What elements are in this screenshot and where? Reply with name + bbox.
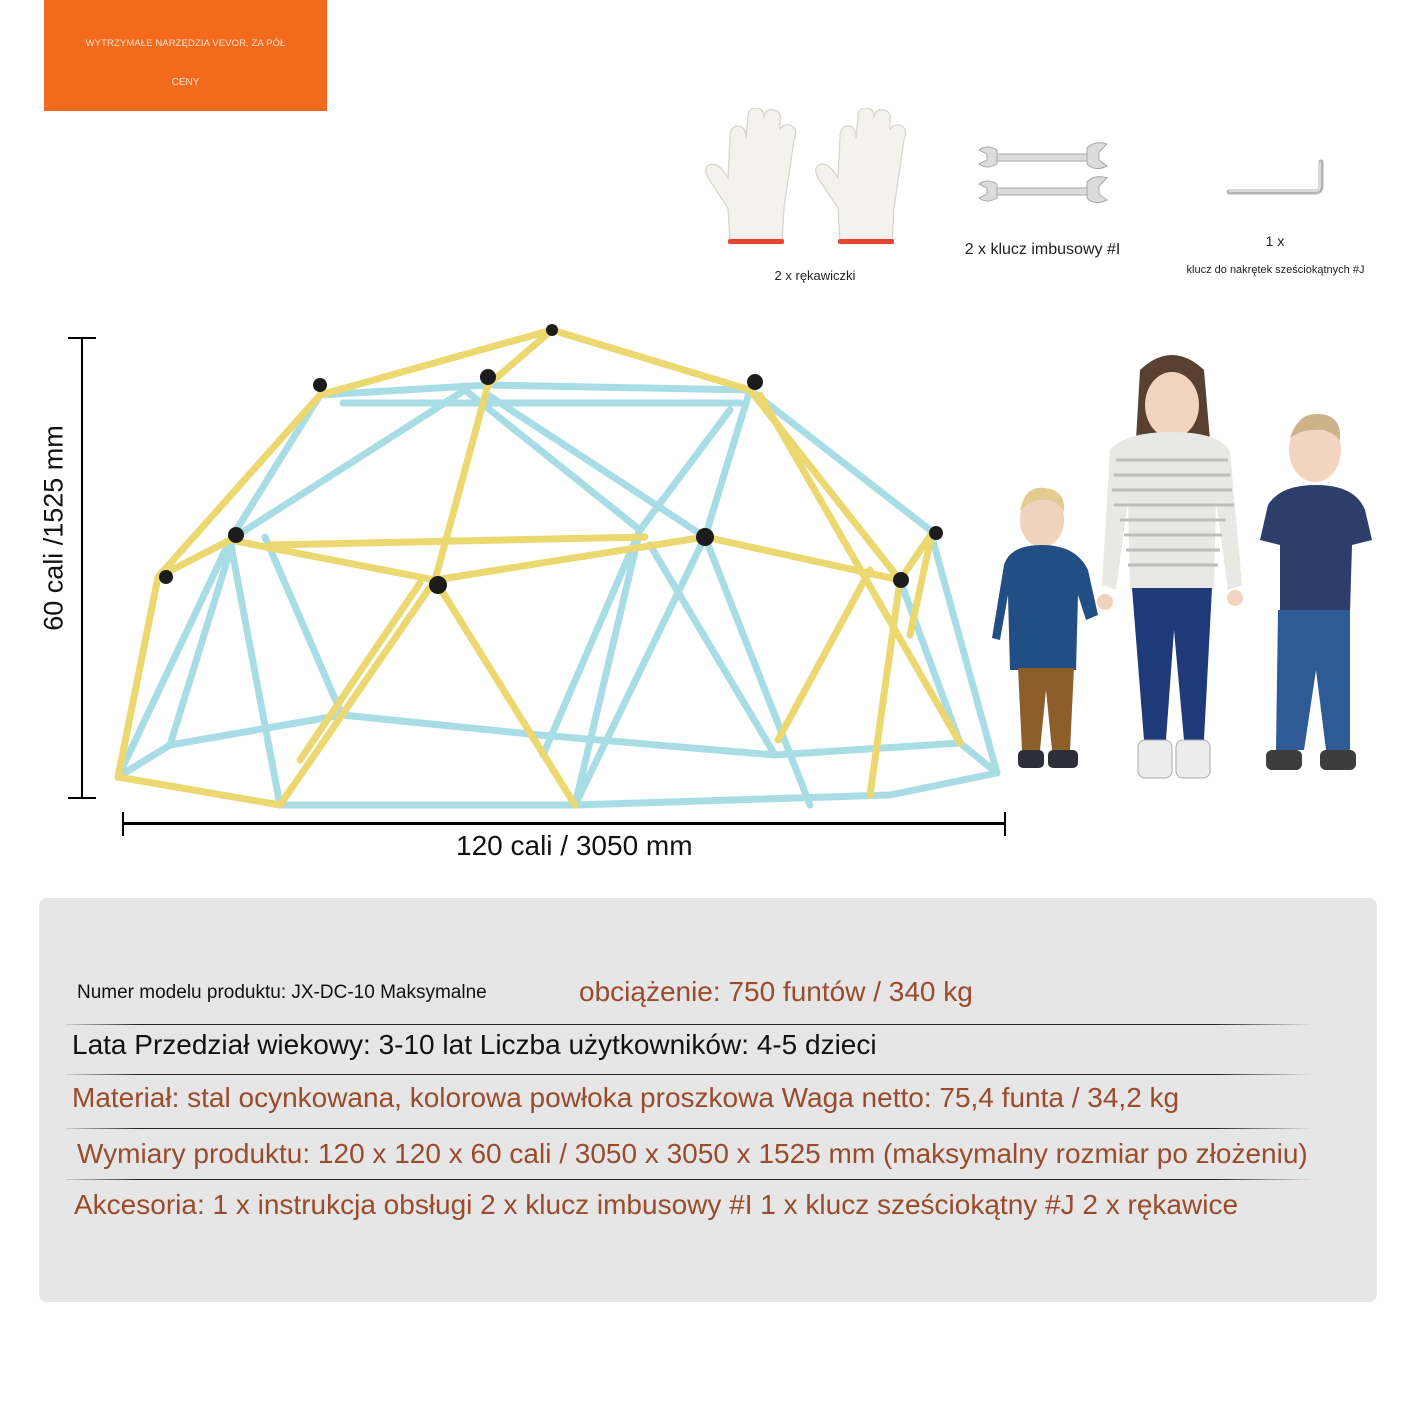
width-dimension-label: 120 cali / 3050 mm xyxy=(456,830,693,861)
hex-key-count: 1 x xyxy=(1265,233,1285,249)
child-left xyxy=(992,488,1098,768)
child-right xyxy=(1260,414,1372,770)
wrenches-image xyxy=(975,140,1110,215)
children-size-comparison-image xyxy=(990,340,1390,800)
gloves-image xyxy=(700,108,930,253)
height-dimension-label: 60 cali /1525 mm xyxy=(38,425,69,631)
spec-material-weight: Materiał: stal ocynkowana, kolorowa powłoka proszkowa Waga netto: 75,4 funta / 34,2 kg xyxy=(72,1082,1180,1113)
spec-dimensions: Wymiary produktu: 120 x 120 x 60 cali / 3050 x 3050 x 1525 mm (maksymalny rozmiar po złożeniu) xyxy=(77,1138,1308,1169)
banner-line-1: WYTRZYMAŁE NARZĘDZIA VEVOR, ZA PÓŁ xyxy=(85,38,286,49)
banner-line-2: CENY xyxy=(171,77,200,88)
divider xyxy=(66,1179,1312,1180)
height-dimension-line xyxy=(68,337,96,799)
gloves-label: 2 x rękawiczki xyxy=(774,268,856,283)
divider xyxy=(66,1128,1312,1129)
glove-right-cuff xyxy=(838,239,894,244)
child-center xyxy=(1102,355,1242,778)
glove-left-cuff xyxy=(728,239,784,244)
hex-key-label: klucz do nakrętek sześciokątnych #J xyxy=(1186,264,1365,276)
divider xyxy=(66,1074,1312,1075)
glove-left xyxy=(706,108,796,243)
spec-model: Numer modelu produktu: JX-DC-10 Maksymalne xyxy=(77,982,487,1003)
blue-tubes xyxy=(118,385,997,805)
spec-accessories: Akcesoria: 1 x instrukcja obsługi 2 x klucz imbusowy #I 1 x klucz sześciokątny #J 2 x rękawice xyxy=(74,1189,1239,1220)
promo-banner xyxy=(44,0,327,111)
spec-max-load: obciążenie: 750 funtów / 340 kg xyxy=(579,976,973,1007)
spec-age-users: Lata Przedział wiekowy: 3-10 lat Liczba użytkowników: 4-5 dzieci xyxy=(72,1029,877,1060)
wrenches-label: 2 x klucz imbusowy #I xyxy=(964,241,1121,258)
divider xyxy=(66,1024,1312,1025)
geodome-climber-image xyxy=(110,315,1010,815)
hex-key-image xyxy=(1225,158,1325,198)
glove-right xyxy=(816,108,906,243)
